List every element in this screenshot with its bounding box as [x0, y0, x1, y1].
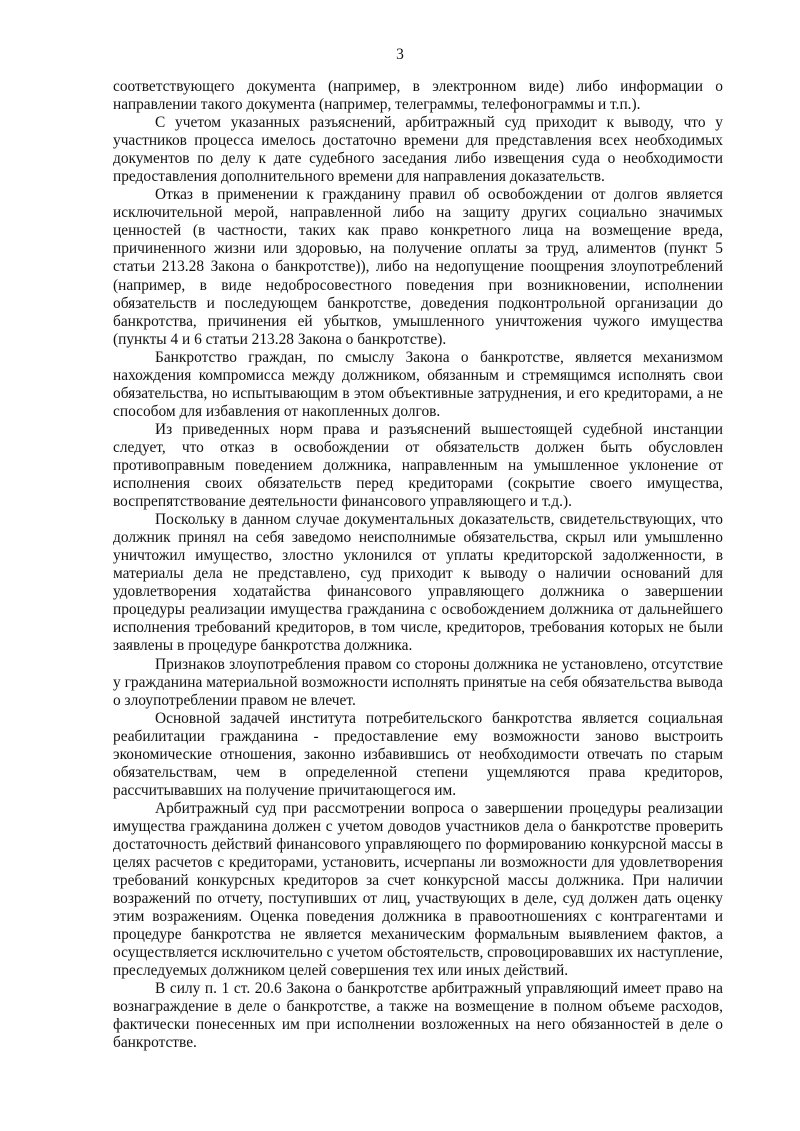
paragraph: В силу п. 1 ст. 20.6 Закона о банкротстве арбитражный управляющий имеет право на вознаграждение в деле о банкротстве, а также на возмещение в полном объеме расходов, фактически понесенных им при исполнении возложенных на него обязанностей в деле о банкротстве. — [113, 980, 723, 1052]
paragraph: Отказ в применении к гражданину правил об освобождении от долгов является исключительной мерой, направленной либо на защиту других социально значимых ценностей (в частности, таких как право конкретного лица на возмещение вреда, причиненного жизни или здоровью, на получение оплаты за труд, алиментов (пункт 5 статьи 213.28 Закона о банкротстве)), либо на недопущение поощрения злоупотреблений (например, в виде недобросовестного поведения при возникновении, исполнении обязательств и последующем банкротстве, доведения подконтрольной организации до банкротства, причинения ей убытков, умышленного уничтожения чужого имущества (пункты 4 и 6 статьи 213.28 Закона о банкротстве). — [113, 186, 723, 348]
paragraph: Арбитражный суд при рассмотрении вопроса о завершении процедуры реализации имущества гражданина должен с учетом доводов участников дела о банкротстве проверить достаточность действий финансового управляющего по формированию конкурсной массы в целях расчетов с кредиторами, установить, исчерпаны ли возможности для удовлетворения требований конкурсных кредиторов за счет конкурсной массы должника. При наличии возражений по отчету, поступивших от лиц, участвующих в деле, суд должен дать оценку этим возражениям. Оценка поведения должника в правоотношениях с контрагентами и процедуре банкротства не является механическим формальным выявлением фактов, а осуществляется исключительно с учетом обстоятельств, спровоцировавших их наступление, преследуемых должником целей совершения тех или иных действий. — [113, 799, 723, 980]
paragraph: Из приведенных норм права и разъяснений вышестоящей судебной инстанции следует, что отказ в освобождении от обязательств должен быть обусловлен противоправным поведением должника, направленным на умышленное уклонение от исполнения своих обязательств перед кредиторами (сокрытие своего имущества, воспрепятствование деятельности финансового управляющего и т.д.). — [113, 420, 723, 511]
paragraph: Признаков злоупотребления правом со стороны должника не установлено, отсутствие у гражданина материальной возможности исполнять принятые на себя обязательства вывода о злоупотреблении правом не влечет. — [113, 655, 723, 709]
page-number: 3 — [396, 46, 404, 63]
paragraph-continuation: соответствующего документа (например, в электронном виде) либо информации о направлении такого документа (например, телеграммы, телефонограммы и т.п.). — [113, 78, 723, 114]
paragraph: Поскольку в данном случае документальных доказательств, свидетельствующих, что должник принял на себя заведомо неисполнимые обязательства, скрыл или умышленно уничтожил имущество, злостно уклонился от уплаты кредиторской задолженности, в материалы дела не представлено, суд приходит к выводу о наличии оснований для удовлетворения ходатайства финансового управляющего должника о завершении процедуры реализации имущества гражданина с освобождением должника от дальнейшего исполнения требований кредиторов, в том числе, кредиторов, требования которых не были заявлены в процедуре банкротства должника. — [113, 511, 723, 655]
paragraph: С учетом указанных разъяснений, арбитражный суд приходит к выводу, что у участников процесса имелось достаточно времени для представления всех необходимых документов по делу к дате судебного заседания либо извещения суда о необходимости предоставления дополнительного времени для направления доказательств. — [113, 114, 723, 186]
paragraph: Банкротство граждан, по смыслу Закона о банкротстве, является механизмом нахождения компромисса между должником, обязанным и стремящимся исполнять свои обязательства, но испытывающим в этом объективные затруднения, и его кредиторами, а не способом для избавления от накопленных долгов. — [113, 348, 723, 420]
paragraph: Основной задачей института потребительского банкротства является социальная реабилитации гражданина - предоставление ему возможности заново выстроить экономические отношения, законно избавившись от необходимости отвечать по старым обязательствам, чем в определенной степени ущемляются права кредиторов, рассчитывавших на получение причитающегося им. — [113, 709, 723, 799]
document-body — [113, 78, 723, 1053]
